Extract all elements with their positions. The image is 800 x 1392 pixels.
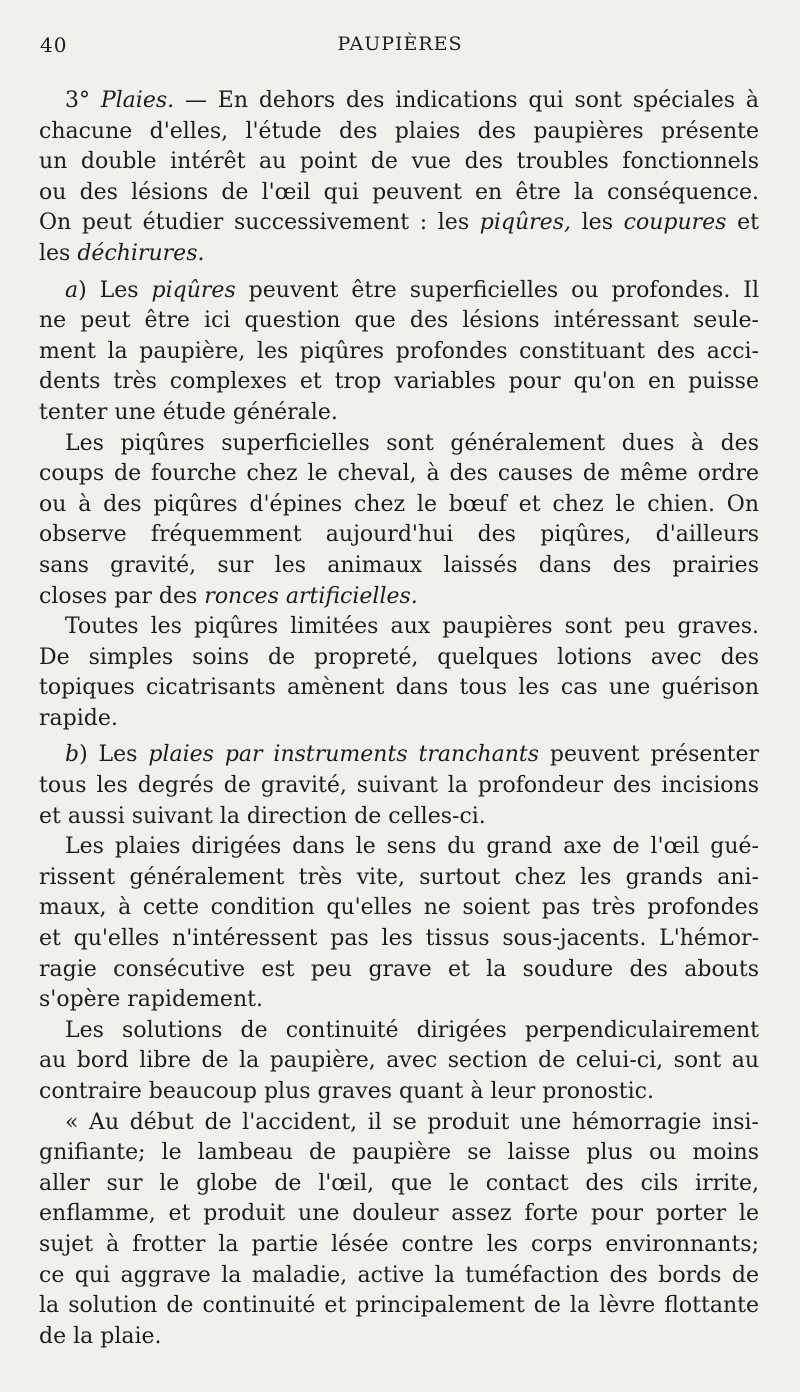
text-line xyxy=(39,520,759,551)
text-run: closes par des xyxy=(39,583,205,609)
text-line xyxy=(39,86,759,117)
text-line xyxy=(39,1261,759,1292)
text-line xyxy=(39,1291,759,1322)
text-line xyxy=(39,673,759,704)
text-run: ment la paupière, les piqûres profondes constituant des acci- xyxy=(39,338,759,364)
text-line xyxy=(39,582,759,613)
text-line xyxy=(39,1046,759,1077)
paragraph xyxy=(39,1108,759,1353)
text-run: Les plaies dirigées dans le sens du grand axe de l'œil gué- xyxy=(65,834,759,860)
paragraph xyxy=(39,740,759,832)
text-run: et aussi suivant la direction de celles-ci. xyxy=(39,803,486,829)
text-run: peuvent être superficielles ou profondes. Il xyxy=(235,277,759,303)
text-run: observe fréquemment aujourd'hui des piqûres, d'ailleurs xyxy=(39,522,759,548)
text-line xyxy=(39,367,759,398)
text-run: On peut étudier successivement : les xyxy=(39,210,480,236)
text-run: les xyxy=(570,210,624,236)
text-line xyxy=(39,1199,759,1230)
text-run: un double intérêt au point de vue des troubles fonctionnels xyxy=(39,149,759,175)
text-line xyxy=(39,1169,759,1200)
text-run: maux, à cette condition qu'elles ne soient pas très profondes xyxy=(39,895,759,921)
text-line xyxy=(39,985,759,1016)
paragraph xyxy=(39,86,759,270)
text-line xyxy=(39,306,759,337)
text-line xyxy=(39,1138,759,1169)
text-line xyxy=(39,771,759,802)
text-run: contraire beaucoup plus graves quant à leur pronostic. xyxy=(39,1079,654,1104)
text-line xyxy=(39,551,759,582)
text-line xyxy=(39,643,759,674)
text-line xyxy=(39,276,759,307)
italic-text: Plaies. xyxy=(100,88,175,113)
text-line xyxy=(39,490,759,521)
text-run: aller sur le globe de l'œil, que le contact des cils irrite, xyxy=(39,1170,759,1196)
text-run: enflamme, et produit une douleur assez forte pour porter le xyxy=(39,1201,759,1227)
text-line xyxy=(39,612,759,643)
text-line xyxy=(39,178,759,209)
text-line xyxy=(39,337,759,368)
text-run: la solution de continuité et principalement de la lèvre flottante xyxy=(39,1293,759,1319)
text-run: et qu'elles n'intéressent pas les tissus sous-jacents. L'hémor- xyxy=(39,926,759,952)
text-run: tous les degrés de gravité, suivant la profondeur des incisions xyxy=(39,773,759,799)
text-line xyxy=(39,1016,759,1047)
paragraph xyxy=(39,1016,759,1108)
text-line xyxy=(39,459,759,490)
italic-text: coupures xyxy=(623,210,727,236)
text-line xyxy=(39,1077,759,1108)
paragraph xyxy=(39,612,759,734)
text-line xyxy=(39,740,759,771)
text-line xyxy=(39,863,759,894)
text-run: sans gravité, sur les animaux laissés dans des prairies xyxy=(39,552,759,578)
text-run: peuvent présenter xyxy=(539,742,760,768)
italic-text: plaies par instruments tranchants xyxy=(148,742,540,768)
italic-text: a xyxy=(65,277,79,303)
text-line xyxy=(39,1108,759,1139)
paragraph xyxy=(39,429,759,613)
text-run: ne peut être ici question que des lésions intéressant seule- xyxy=(39,308,759,334)
text-run: coups de fourche chez le cheval, à des causes de même ordre xyxy=(39,461,759,487)
page-header xyxy=(40,33,760,59)
text-line xyxy=(39,924,759,955)
text-run: chacune d'elles, l'étude des plaies des paupières présente xyxy=(39,118,759,144)
text-run: « Au début de l'accident, il se produit une hémorragie insi- xyxy=(65,1109,759,1135)
text-line xyxy=(39,893,759,924)
text-run: Les piqûres superficielles sont généralement dues à des xyxy=(65,430,759,456)
text-run: ragie consécutive est peu grave et la soudure des abouts xyxy=(39,956,759,982)
text-run: sujet à frotter la partie lésée contre les corps environnants; xyxy=(39,1231,759,1257)
text-run: au bord libre de la paupière, avec section de celui-ci, sont au xyxy=(39,1048,759,1074)
paragraph xyxy=(39,832,759,1016)
text-line xyxy=(39,1322,759,1353)
italic-text: déchirures. xyxy=(77,240,205,266)
text-line xyxy=(39,117,759,148)
text-line xyxy=(39,208,759,239)
text-line xyxy=(39,955,759,986)
text-run: dents très complexes et trop variables pour qu'on en puisse xyxy=(39,369,759,395)
italic-text: ronces artificielles. xyxy=(204,583,418,609)
text-run: s'opère rapidement. xyxy=(39,987,263,1013)
text-line xyxy=(39,704,759,735)
italic-text: b xyxy=(65,742,80,768)
text-run: tenter une étude générale. xyxy=(39,399,338,425)
text-run: ou des lésions de l'œil qui peuvent en être la conséquence. xyxy=(39,179,759,205)
text-run: topiques cicatrisants amènent dans tous les cas une guérison xyxy=(39,675,759,701)
italic-text: piqûres, xyxy=(479,210,571,236)
text-run: rissent généralement très vite, surtout chez les grands ani- xyxy=(39,864,759,890)
italic-text: piqûres xyxy=(151,277,236,303)
text-run: Toutes les piqûres limitées aux paupières sont peu graves. xyxy=(65,614,759,640)
text-run: et xyxy=(726,210,760,236)
text-run: — En dehors des indications qui sont spéciales à xyxy=(174,88,759,113)
body-text xyxy=(39,86,759,1352)
text-line xyxy=(39,398,759,429)
text-line xyxy=(39,429,759,460)
text-line xyxy=(39,147,759,178)
text-line xyxy=(39,832,759,863)
paragraph xyxy=(39,276,759,429)
text-line xyxy=(39,239,759,270)
text-run: les xyxy=(39,240,78,266)
text-run: De simples soins de propreté, quelques lotions avec des xyxy=(39,644,759,670)
text-run: Les solutions de continuité dirigées perpendiculairement xyxy=(65,1017,759,1043)
text-run: ce qui aggrave la maladie, active la tuméfaction des bords de xyxy=(39,1262,759,1288)
text-run: ou à des piqûres d'épines chez le bœuf et chez le chien. On xyxy=(39,491,759,517)
text-run: ) Les xyxy=(78,277,152,303)
text-run: rapide. xyxy=(39,705,118,731)
text-run: gnifiante; le lambeau de paupière se laisse plus ou moins xyxy=(39,1140,759,1166)
text-run: de la plaie. xyxy=(39,1323,162,1349)
text-line xyxy=(39,802,759,833)
page-number: 40 xyxy=(40,33,68,57)
running-title: PAUPIÈRES xyxy=(337,33,463,55)
text-run: 3° xyxy=(65,88,101,113)
text-line xyxy=(39,1230,759,1261)
text-run: ) Les xyxy=(79,742,149,768)
